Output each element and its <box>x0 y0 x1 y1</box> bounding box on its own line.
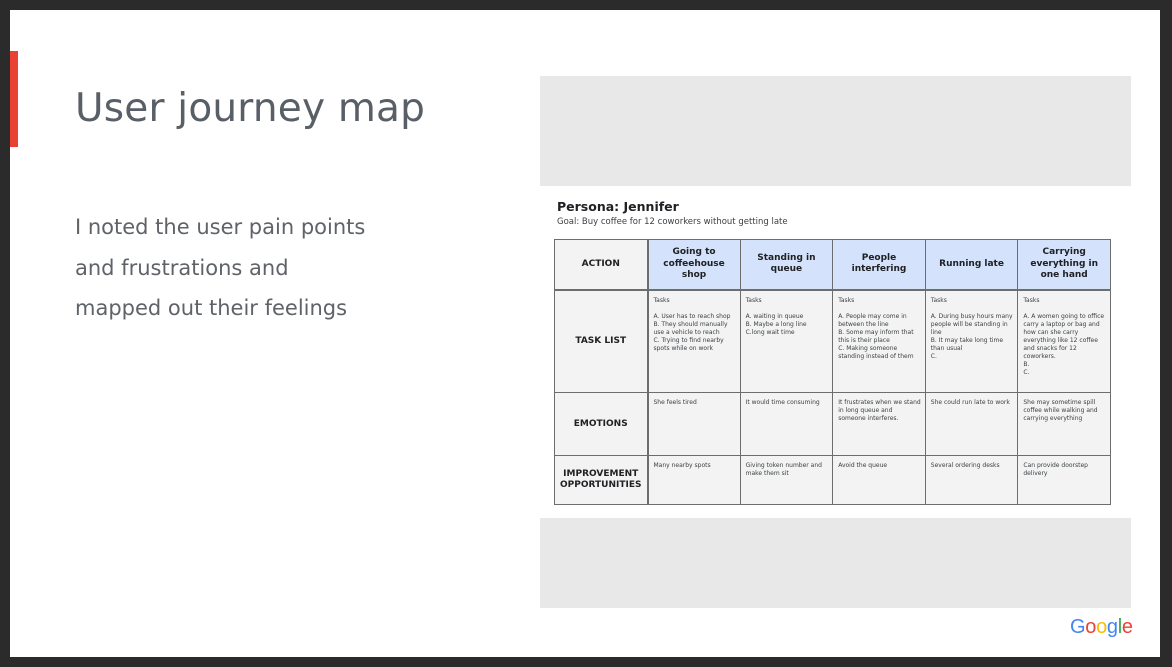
logo-letter: e <box>1121 616 1133 638</box>
task-item: C.long wait time <box>745 328 795 336</box>
row-header-emotions: EMOTIONS <box>555 393 648 456</box>
logo-letter: G <box>1070 616 1086 638</box>
body-line: and frustrations and <box>75 255 289 280</box>
task-item: B. Maybe a long line <box>745 320 807 328</box>
task-item: C. <box>930 352 937 360</box>
persona-goal: Goal: Buy coffee for 12 coworkers without getting late <box>557 217 788 227</box>
emotion-cell: It would time consuming <box>740 393 833 456</box>
logo-letter: o <box>1096 616 1107 638</box>
logo-letter: g <box>1106 616 1118 638</box>
task-cell <box>740 290 833 393</box>
task-item: A. User has to reach shop <box>653 312 731 320</box>
task-cell <box>648 290 741 393</box>
logo-letter: o <box>1085 616 1097 638</box>
improvement-cell: Avoid the queue <box>833 456 926 505</box>
task-item: A. waiting in queue <box>745 312 804 320</box>
task-label: Tasks <box>745 296 762 304</box>
emotion-cell: She could run late to work <box>925 393 1018 456</box>
slide-title: User journey map <box>75 86 426 131</box>
improvement-row <box>555 456 1111 505</box>
body-line: mapped out their feelings <box>75 296 348 320</box>
task-item: A. A women going to office carry a laptop or bag and how can she carry everything like 12 coffee and snacks for 12 coworkers. <box>1023 312 1105 360</box>
persona-title: Persona: Jennifer <box>557 199 679 214</box>
slide-body-text <box>75 207 495 329</box>
task-item: A. People may come in between the line <box>838 312 907 328</box>
row-header-task-list: TASK LIST <box>555 290 648 393</box>
task-item: A. During busy hours many people will be standing in line <box>930 312 1013 336</box>
task-label: Tasks <box>930 296 947 304</box>
stage-header: Going to coffeehouse shop <box>648 240 741 290</box>
row-header-action: ACTION <box>555 240 648 290</box>
improvement-cell: Giving token number and make them sit <box>740 456 833 505</box>
row-header-improvement: IMPROVEMENT OPPORTUNITIES <box>555 456 648 505</box>
task-item: B. Some may inform that this is their place <box>838 328 914 344</box>
emotion-cell: She feels tired <box>648 393 741 456</box>
journey-map-table <box>554 239 1111 505</box>
slide <box>10 10 1160 657</box>
task-item: B. They should manually use a vehicle to reach <box>653 320 728 336</box>
stage-header: Standing in queue <box>740 240 833 290</box>
emotions-row <box>555 393 1111 456</box>
task-row <box>555 290 1111 393</box>
task-item: C. <box>1023 368 1030 376</box>
improvement-cell: Several ordering desks <box>925 456 1018 505</box>
task-label: Tasks <box>1023 296 1040 304</box>
task-cell <box>925 290 1018 393</box>
task-cell <box>1018 290 1111 393</box>
task-item: B. <box>1023 360 1030 368</box>
task-label: Tasks <box>838 296 855 304</box>
image-placeholder-top <box>540 76 1131 186</box>
stage-header: Running late <box>925 240 1018 290</box>
improvement-cell: Many nearby spots <box>648 456 741 505</box>
improvement-cell: Can provide doorstep delivery <box>1018 456 1111 505</box>
accent-bar <box>10 51 18 147</box>
google-logo <box>1070 616 1133 639</box>
task-label: Tasks <box>653 296 670 304</box>
stage-row <box>555 240 1111 290</box>
task-item: C. Trying to find nearby spots while on work <box>653 336 724 352</box>
emotion-cell: It frustrates when we stand in long queue and someone interferes. <box>833 393 926 456</box>
task-item: C. Making someone standing instead of them <box>838 344 914 360</box>
task-cell <box>833 290 926 393</box>
stage-header: Carrying everything in one hand <box>1018 240 1111 290</box>
image-placeholder-bottom <box>540 518 1131 608</box>
task-item: B. It may take long time than usual <box>930 336 1004 352</box>
logo-letter: l <box>1117 616 1122 638</box>
stage-header: People interfering <box>833 240 926 290</box>
body-line: I noted the user pain points <box>75 215 366 239</box>
emotion-cell: She may sometime spill coffee while walking and carrying everything <box>1018 393 1111 456</box>
